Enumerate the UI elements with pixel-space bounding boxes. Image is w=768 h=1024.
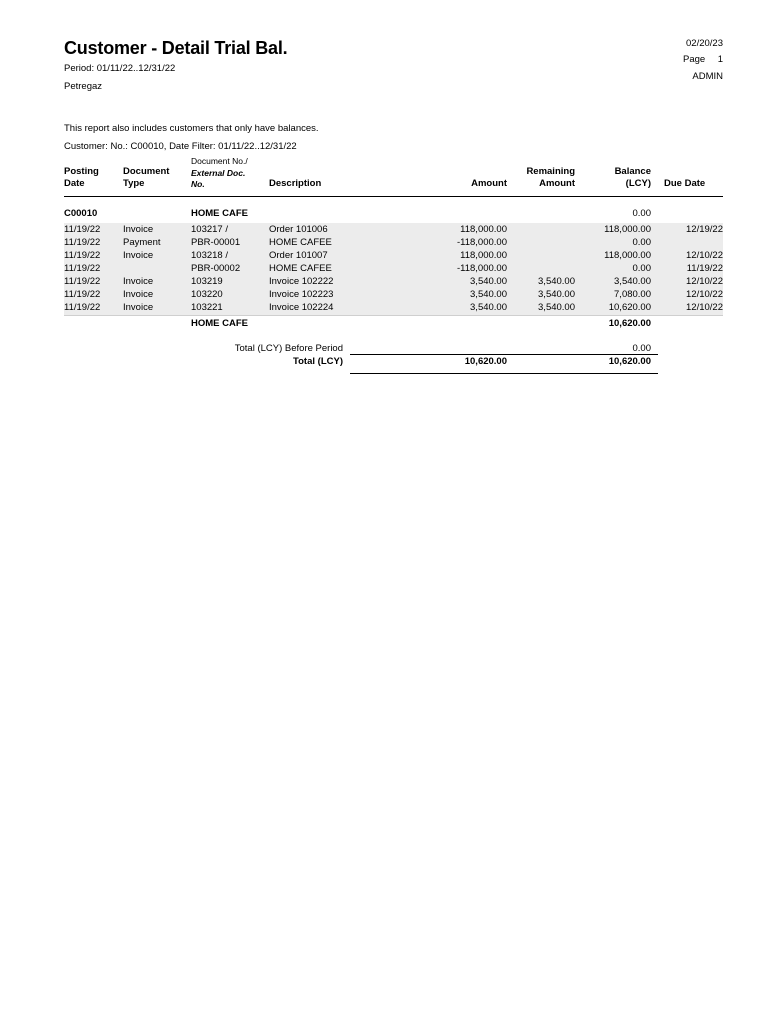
- entry-due-date: 12/10/22: [686, 289, 723, 300]
- header-document-no: Document No./ External Doc. No.: [191, 156, 248, 189]
- table-row: [0, 237, 768, 250]
- entry-document-type: Invoice: [123, 302, 154, 313]
- entry-balance: 118,000.00: [604, 224, 651, 235]
- entry-amount: -118,000.00: [456, 237, 507, 248]
- entry-amount: -118,000.00: [456, 263, 507, 274]
- header-remaining-amount: Remaining Amount: [526, 166, 575, 189]
- report-note: This report also includes customers that only have balances.: [64, 123, 319, 134]
- entry-description: Order 101007: [269, 250, 328, 261]
- entry-posting-date: 11/19/22: [64, 263, 101, 274]
- entry-document-type: Invoice: [123, 250, 154, 261]
- table-row: [0, 289, 768, 302]
- entry-document-no: 103220: [191, 289, 223, 300]
- entry-posting-date: 11/19/22: [64, 289, 101, 300]
- page-number: 1: [717, 54, 723, 65]
- customer-opening-balance: 0.00: [632, 208, 651, 219]
- entry-description: HOME CAFEE: [269, 237, 332, 248]
- total-before-period-label: Total (LCY) Before Period: [234, 343, 343, 354]
- entry-description: Order 101006: [269, 224, 328, 235]
- entry-due-date: 12/19/22: [686, 224, 723, 235]
- totals-upper-rule: [350, 354, 658, 355]
- entry-due-date: 12/10/22: [686, 250, 723, 261]
- page-label: Page: [683, 54, 706, 65]
- entry-document-no: 103221: [191, 302, 223, 313]
- company-name: Petregaz: [64, 81, 103, 92]
- entry-balance: 7,080.00: [614, 289, 651, 300]
- table-row: [0, 263, 768, 276]
- table-row: [0, 250, 768, 263]
- total-before-period-balance: 0.00: [632, 343, 651, 354]
- entry-description: Invoice 102224: [269, 302, 334, 313]
- entry-balance: 0.00: [632, 237, 651, 248]
- table-row: [0, 276, 768, 289]
- entry-document-no: 103219: [191, 276, 223, 287]
- header-posting-date: Posting Date: [64, 166, 99, 189]
- entries-bottom-divider: [64, 315, 723, 316]
- customer-name: HOME CAFE: [191, 208, 248, 219]
- customer-no: C00010: [64, 208, 98, 219]
- entry-due-date: 11/19/22: [686, 263, 723, 274]
- header-description: Description: [269, 178, 322, 189]
- entry-balance: 118,000.00: [604, 250, 651, 261]
- report-period: Period: 01/11/22..12/31/22: [64, 63, 176, 74]
- table-row: [0, 224, 768, 237]
- entry-balance: 0.00: [632, 263, 651, 274]
- entry-amount: 3,540.00: [470, 289, 507, 300]
- header-divider: [64, 196, 723, 197]
- entry-document-type: Invoice: [123, 289, 154, 300]
- table-row: [0, 302, 768, 315]
- entry-document-no: 103217 /: [191, 224, 228, 235]
- total-lcy-row: [0, 356, 768, 369]
- header-due-date: Due Date: [664, 178, 706, 189]
- entry-posting-date: 11/19/22: [64, 302, 101, 313]
- total-lcy-label: Total (LCY): [293, 356, 343, 367]
- entry-due-date: 12/10/22: [686, 276, 723, 287]
- customer-total-name: HOME CAFE: [191, 318, 248, 329]
- header-document-type: Document Type: [123, 166, 170, 189]
- entry-document-no: 103218 /: [191, 250, 228, 261]
- entry-posting-date: 11/19/22: [64, 224, 101, 235]
- entry-document-type: Invoice: [123, 224, 154, 235]
- entry-balance: 3,540.00: [614, 276, 651, 287]
- entry-description: HOME CAFEE: [269, 263, 332, 274]
- header-balance-lcy: Balance (LCY): [614, 166, 651, 189]
- customer-header-row: [0, 208, 768, 221]
- entry-amount: 118,000.00: [460, 224, 507, 235]
- entry-due-date: 12/10/22: [686, 302, 723, 313]
- entry-document-no: PBR-00001: [191, 237, 241, 248]
- entry-description: Invoice 102223: [269, 289, 334, 300]
- entry-amount: 3,540.00: [470, 276, 507, 287]
- report-title: Customer - Detail Trial Bal.: [64, 38, 288, 58]
- entry-amount: 3,540.00: [470, 302, 507, 313]
- entry-remaining-amount: 3,540.00: [538, 302, 575, 313]
- total-lcy-balance: 10,620.00: [608, 356, 651, 367]
- header-amount: Amount: [471, 178, 507, 189]
- entry-amount: 118,000.00: [460, 250, 507, 261]
- entry-document-type: Payment: [123, 237, 161, 248]
- entry-document-no: PBR-00002: [191, 263, 241, 274]
- entry-posting-date: 11/19/22: [64, 276, 101, 287]
- entry-description: Invoice 102222: [269, 276, 334, 287]
- customer-total-row: [0, 318, 768, 331]
- entry-balance: 10,620.00: [608, 302, 651, 313]
- entry-remaining-amount: 3,540.00: [538, 276, 575, 287]
- customer-total-balance: 10,620.00: [608, 318, 651, 329]
- report-filter: Customer: No.: C00010, Date Filter: 01/11/22..12/31/22: [64, 141, 297, 152]
- entry-posting-date: 11/19/22: [64, 250, 101, 261]
- report-date: 02/20/23: [686, 38, 723, 49]
- entry-document-type: Invoice: [123, 276, 154, 287]
- totals-lower-rule: [350, 373, 658, 374]
- entry-posting-date: 11/19/22: [64, 237, 101, 248]
- user-id: ADMIN: [692, 71, 723, 82]
- entry-remaining-amount: 3,540.00: [538, 289, 575, 300]
- total-lcy-amount: 10,620.00: [464, 356, 507, 367]
